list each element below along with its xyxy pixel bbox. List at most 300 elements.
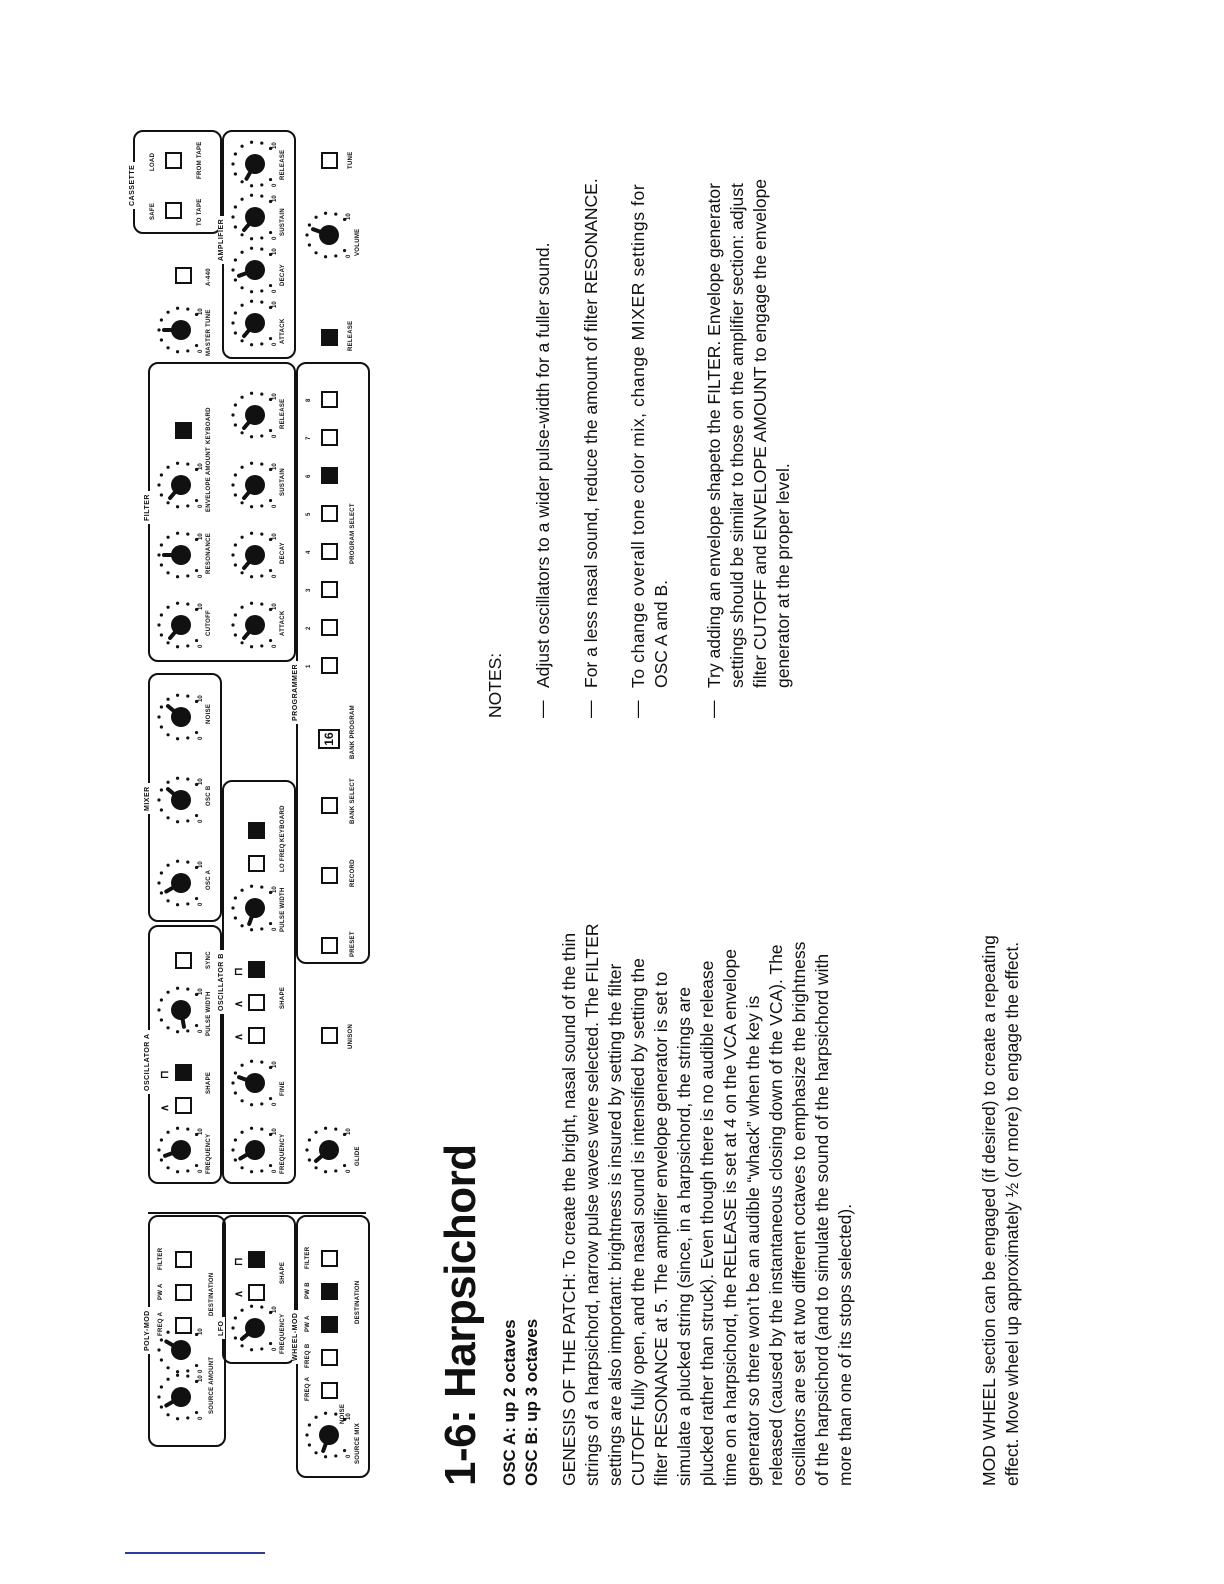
note-line: Try adding an envelope shapeto the FILTER. Envelope generator — [704, 183, 724, 688]
knob-tick — [314, 1166, 317, 1169]
knob-tick — [166, 606, 169, 609]
knob-tick — [260, 247, 263, 250]
lfo-shape-label: SHAPE — [280, 1261, 286, 1284]
note-line: generator at the proper level. — [773, 463, 793, 688]
osc-b-keyboard-switch[interactable] — [248, 822, 265, 839]
knob-min-label: 0 — [272, 644, 278, 648]
knob-tick — [160, 871, 163, 874]
knob-tick — [166, 466, 169, 469]
knob-tick — [157, 553, 160, 556]
osc-b-pulse-icon: ⊓ — [233, 967, 245, 976]
knob-tick — [186, 602, 189, 605]
knob-tick — [234, 563, 237, 566]
osc-a-pulse-switch[interactable] — [175, 1064, 192, 1081]
knob-tick — [269, 639, 272, 642]
knob-tick — [234, 278, 237, 281]
wheel-filter-switch[interactable] — [321, 1250, 338, 1267]
knob-tick — [157, 1148, 160, 1151]
knob-max-label: 10 — [198, 463, 204, 470]
knob-tick — [260, 462, 263, 465]
knob-tick — [324, 1412, 327, 1415]
knob-tick — [250, 1127, 253, 1130]
knob-tick — [234, 1316, 237, 1319]
genesis-paragraph — [558, 852, 857, 1486]
genesis-line: settings are also important: brightness is insured by setting the filter — [605, 963, 625, 1486]
knob-tick — [234, 331, 237, 334]
knob-tick — [195, 1024, 198, 1027]
knob-tick — [260, 392, 263, 395]
cassette-title: CASSETTE — [129, 162, 136, 209]
poly-mod-freq-a-switch[interactable] — [175, 1317, 192, 1334]
knob-tick — [231, 1326, 234, 1329]
wheel-freq-b-label: FREQ B — [305, 1343, 311, 1368]
knob-tick — [240, 233, 243, 236]
osc-a-saw-switch[interactable] — [175, 1097, 192, 1114]
knob-max-label: 10 — [198, 1128, 204, 1135]
mod-wheel-line: MOD WHEEL section can be engaged (if desired) to create a repeating — [979, 935, 999, 1486]
knob-tick — [176, 645, 179, 648]
preset-switch[interactable] — [321, 937, 338, 954]
source-mix-knob[interactable] — [300, 1403, 363, 1464]
knob-tick — [231, 413, 234, 416]
lfo-triangle-icon: ∧ — [233, 1289, 245, 1298]
bank-program-label: BANK PROGRAM — [350, 705, 356, 759]
program-number-label: 4 — [306, 550, 312, 554]
knob-tick — [250, 1060, 253, 1063]
knob-tick — [240, 251, 243, 254]
program-number-label: 1 — [306, 664, 312, 668]
program-select-label: PROGRAM SELECT — [350, 503, 356, 564]
knob-tick — [157, 715, 160, 718]
genesis-line: simulate a plucked string (since, in a harpsichord, the strings are — [674, 987, 694, 1486]
program-select-switch-1[interactable] — [321, 657, 338, 674]
knob-tick — [160, 1158, 163, 1161]
knob-tick — [308, 223, 311, 226]
knob-tick — [195, 814, 198, 817]
knob-max-label: 10 — [272, 533, 278, 540]
poly-mod-freq-a-label: FREQ A — [158, 1311, 164, 1336]
knob-tick — [176, 505, 179, 508]
genesis-line: CUTOFF fully open, and the nasal sound is intensified by setting the — [628, 958, 648, 1486]
from-tape-switch[interactable] — [165, 152, 182, 169]
knob-tick — [160, 891, 163, 894]
knob-tick — [308, 1443, 311, 1446]
knob-tick — [160, 1018, 163, 1021]
knob-tick — [157, 1395, 160, 1398]
program-select-switch-3[interactable] — [321, 581, 338, 598]
knob-tick — [260, 342, 263, 345]
knob-tick — [160, 318, 163, 321]
program-select-switch-2[interactable] — [321, 619, 338, 636]
knob-tick — [240, 606, 243, 609]
knob-min-label: 0 — [272, 1169, 278, 1173]
knob-max-label: 10 — [272, 1128, 278, 1135]
knob-max-label: 10 — [198, 603, 204, 610]
knob-tick — [343, 249, 346, 252]
volume-knob[interactable] — [300, 206, 363, 264]
knob-tick — [195, 639, 198, 642]
note-line: settings should be similar to those on the amplifier section: adjust — [727, 183, 747, 688]
poly-mod-destination-label: DESTINATION — [209, 1272, 215, 1316]
knob-tick — [166, 899, 169, 902]
genesis-line: strings of a harpsichord, narrow pulse waves were selected. The FILTER — [582, 923, 602, 1486]
mixer-noise-label: NOISE — [206, 703, 212, 724]
knob-min-label: 0 — [272, 574, 278, 578]
knob-tick — [176, 532, 179, 535]
glide-knob[interactable] — [300, 1121, 363, 1179]
osc-a-setting: OSC A: up 2 octaves — [500, 1319, 519, 1486]
knob-tick — [250, 1103, 253, 1106]
knob-max-label: 10 — [198, 1328, 204, 1335]
knob-tick — [234, 543, 237, 546]
knob-tick — [186, 574, 189, 577]
program-select-switch-4[interactable] — [321, 543, 338, 560]
knob-tick — [240, 889, 243, 892]
filter-keyboard-label: KEYBOARD — [206, 407, 212, 444]
knob-min-label: 0 — [272, 342, 278, 346]
from-tape-label: FROM TAPE — [197, 141, 203, 179]
poly-mod-pw-a-label: PW A — [158, 1283, 164, 1300]
lfo-noise-label: NOISE — [340, 1403, 346, 1424]
knob-tick — [334, 1127, 337, 1130]
osc-b-frequency-label: FREQUENCY — [280, 1133, 286, 1174]
knob-tick — [176, 860, 179, 863]
knob-tick — [324, 1170, 327, 1173]
filter-cutoff-label: CUTOFF — [206, 609, 212, 636]
knob-tick — [260, 574, 263, 577]
knob-tick — [166, 536, 169, 539]
mixer-osc-a-label: OSC A — [206, 869, 212, 890]
genesis-line: filter RESONANCE at 5. The amplifier envelope generator is set to — [651, 971, 671, 1486]
record-switch[interactable] — [321, 867, 338, 884]
knob-max-label: 10 — [198, 308, 204, 315]
knob-tick — [160, 1405, 163, 1408]
knob-tick — [176, 1417, 179, 1420]
osc-b-lo-freq-label: LO FREQ — [280, 843, 286, 872]
knob-max-label: 10 — [272, 1061, 278, 1068]
knob-tick — [176, 1030, 179, 1033]
osc-a-shape-label: SHAPE — [206, 1071, 212, 1094]
knob-tick — [166, 698, 169, 701]
knob-tick — [186, 462, 189, 465]
note-dash: — — [703, 700, 723, 718]
filter-envelope-amount-label: ENVELOPE AMOUNT — [206, 447, 212, 512]
knob-tick — [176, 694, 179, 697]
osc-b-setting: OSC B: up 3 octaves — [522, 1318, 541, 1486]
knob-tick — [186, 1169, 189, 1172]
knob-min-label: 0 — [198, 1169, 204, 1173]
panel-divider — [148, 1212, 366, 1214]
knob-max-label: 10 — [272, 393, 278, 400]
knob-tick — [160, 998, 163, 1001]
knob-tick — [186, 736, 189, 739]
knob-tick — [234, 1138, 237, 1141]
knob-tick — [176, 777, 179, 780]
knob-min-label: 0 — [272, 434, 278, 438]
knob-tick — [176, 350, 179, 353]
osc-b-triangle-switch[interactable] — [248, 994, 265, 1011]
knob-tick — [314, 1451, 317, 1454]
knob-tick — [260, 194, 263, 197]
knob-tick — [250, 247, 253, 250]
knob-tick — [234, 225, 237, 228]
filter-attack-label: ATTACK — [280, 610, 286, 636]
notes-heading: NOTES: — [485, 652, 505, 718]
knob-tick — [269, 499, 272, 502]
bank-select-switch[interactable] — [321, 797, 338, 814]
lfo-triangle-switch[interactable] — [248, 1284, 265, 1301]
knob-tick — [176, 602, 179, 605]
wheel-pw-b-switch[interactable] — [321, 1283, 338, 1300]
knob-tick — [269, 429, 272, 432]
osc-b-lo-freq-switch[interactable] — [248, 855, 265, 872]
margin-rule — [125, 1552, 265, 1554]
knob-max-label: 10 — [198, 778, 204, 785]
knob-tick — [269, 231, 272, 234]
knob-tick — [260, 1169, 263, 1172]
knob-tick — [176, 307, 179, 310]
osc-b-saw-switch[interactable] — [248, 1027, 265, 1044]
knob-tick — [240, 1131, 243, 1134]
knob-tick — [166, 1413, 169, 1416]
wheel-filter-label: FILTER — [305, 1246, 311, 1269]
knob-tick — [250, 575, 253, 578]
program-select-switch-8[interactable] — [321, 391, 338, 408]
knob-tick — [250, 505, 253, 508]
bank-program-display: 16 — [318, 729, 340, 749]
knob-tick — [240, 1166, 243, 1169]
knob-tick — [260, 183, 263, 186]
knob-min-label: 0 — [272, 1102, 278, 1106]
knob-tick — [305, 1148, 308, 1151]
osc-a-saw-icon: ∧ — [159, 1103, 171, 1112]
knob-tick — [240, 1064, 243, 1067]
knob-max-label: 10 — [198, 695, 204, 702]
osc-b-triangle-icon: ∧ — [233, 999, 245, 1008]
knob-tick — [231, 162, 234, 165]
knob-min-label: 0 — [346, 1454, 352, 1458]
program-number-label: 5 — [306, 512, 312, 516]
knob-min-label: 0 — [346, 254, 352, 258]
knob-tick — [166, 571, 169, 574]
knob-min-label: 0 — [198, 902, 204, 906]
knob-tick — [186, 644, 189, 647]
knob-tick — [186, 532, 189, 535]
knob-tick — [269, 1097, 272, 1100]
knob-tick — [250, 300, 253, 303]
knob-tick — [240, 304, 243, 307]
knob-tick — [157, 1348, 160, 1351]
knob-tick — [234, 311, 237, 314]
knob-tick — [260, 644, 263, 647]
poly-mod-filter-switch[interactable] — [175, 1251, 192, 1268]
knob-max-label: 10 — [272, 1306, 278, 1313]
knob-tick — [166, 816, 169, 819]
knob-tick — [195, 731, 198, 734]
wheel-pw-a-label: PW A — [305, 1315, 311, 1332]
knob-tick — [186, 860, 189, 863]
osc-a-sync-switch[interactable] — [175, 952, 192, 969]
knob-max-label: 10 — [346, 213, 352, 220]
filter-resonance-label: RESONANCE — [206, 532, 212, 574]
knob-tick — [186, 694, 189, 697]
knob-tick — [240, 571, 243, 574]
unison-switch[interactable] — [321, 1027, 338, 1044]
knob-tick — [314, 1131, 317, 1134]
knob-min-label: 0 — [198, 1416, 204, 1420]
knob-tick — [260, 1102, 263, 1105]
knob-tick — [314, 216, 317, 219]
unison-label: UNISON — [348, 1023, 354, 1049]
knob-min-label: 0 — [198, 349, 204, 353]
wheel-destination-label: DESTINATION — [355, 1280, 361, 1324]
knob-max-label: 10 — [198, 861, 204, 868]
knob-tick — [160, 1338, 163, 1341]
knob-tick — [166, 501, 169, 504]
knob-tick — [186, 777, 189, 780]
wheel-freq-b-switch[interactable] — [321, 1349, 338, 1366]
amp-attack-label: ATTACK — [280, 318, 286, 344]
note-item-4 — [703, 68, 795, 688]
mod-wheel-paragraph — [978, 852, 1024, 1486]
genesis-line: GENESIS OF THE PATCH: To create the bright, nasal sound of the thin — [559, 932, 579, 1486]
filter-release-label: RELEASE — [280, 398, 286, 429]
knob-tick — [166, 1331, 169, 1334]
knob-tick — [160, 725, 163, 728]
knob-min-label: 0 — [272, 183, 278, 187]
osc-b-shape-label: SHAPE — [280, 986, 286, 1009]
knob-tick — [186, 1416, 189, 1419]
knob-tick — [250, 885, 253, 888]
program-number-label: 6 — [306, 474, 312, 478]
knob-tick — [176, 987, 179, 990]
knob-max-label: 10 — [272, 603, 278, 610]
knob-tick — [176, 1370, 179, 1373]
knob-tick — [160, 633, 163, 636]
wheel-pw-a-switch[interactable] — [321, 1316, 338, 1333]
knob-tick — [160, 543, 163, 546]
knob-tick — [250, 1170, 253, 1173]
knob-min-label: 0 — [198, 1369, 204, 1373]
knob-tick — [166, 346, 169, 349]
osc-a-pulse-icon: ⊓ — [159, 1070, 171, 1079]
knob-tick — [166, 1366, 169, 1369]
program-number-label: 3 — [306, 588, 312, 592]
poly-mod-pw-a-switch[interactable] — [175, 1284, 192, 1301]
knob-tick — [157, 483, 160, 486]
knob-min-label: 0 — [272, 927, 278, 931]
program-select-switch-5[interactable] — [321, 505, 338, 522]
knob-min-label: 0 — [272, 504, 278, 508]
knob-tick — [240, 466, 243, 469]
oscillator-a-title: OSCILLATOR A — [144, 1030, 151, 1094]
amp-decay-label: DECAY — [280, 264, 286, 286]
amp-release-label: RELEASE — [280, 149, 286, 180]
genesis-line: time on a harpsichord, the RELEASE is set at 4 on the VCA envelope — [720, 949, 740, 1486]
knob-min-label: 0 — [198, 644, 204, 648]
knob-tick — [176, 575, 179, 578]
knob-tick — [186, 504, 189, 507]
knob-tick — [240, 431, 243, 434]
program-select-switch-7[interactable] — [321, 429, 338, 446]
knob-tick — [250, 645, 253, 648]
knob-tick — [269, 1342, 272, 1345]
knob-tick — [195, 344, 198, 347]
knob-tick — [234, 493, 237, 496]
lfo-square-switch[interactable] — [248, 1251, 265, 1268]
osc-b-pulse-switch[interactable] — [248, 961, 265, 978]
knob-tick — [324, 1127, 327, 1130]
genesis-line: more than one of its stops selected). — [835, 1203, 855, 1486]
knob-tick — [166, 1166, 169, 1169]
knob-tick — [166, 781, 169, 784]
to-tape-switch[interactable] — [165, 202, 182, 219]
knob-tick — [334, 1412, 337, 1415]
knob-tick — [166, 864, 169, 867]
note-item-3 — [627, 68, 673, 688]
knob-tick — [240, 1099, 243, 1102]
knob-tick — [234, 896, 237, 899]
knob-tick — [231, 623, 234, 626]
knob-min-label: 0 — [198, 574, 204, 578]
knob-tick — [260, 602, 263, 605]
knob-tick — [269, 178, 272, 181]
knob-tick — [250, 141, 253, 144]
knob-tick — [250, 237, 253, 240]
knob-tick — [250, 184, 253, 187]
knob-tick — [195, 499, 198, 502]
release-switch[interactable] — [321, 329, 338, 346]
knob-min-label: 0 — [198, 819, 204, 823]
filter-keyboard-switch[interactable] — [175, 422, 192, 439]
knob-tick — [250, 435, 253, 438]
knob-min-label: 0 — [272, 236, 278, 240]
knob-tick — [240, 641, 243, 644]
knob-tick — [324, 255, 327, 258]
knob-max-label: 10 — [272, 248, 278, 255]
knob-max-label: 10 — [198, 1375, 204, 1382]
knob-tick — [240, 501, 243, 504]
tune-switch[interactable] — [321, 152, 338, 169]
knob-tick — [234, 473, 237, 476]
knob-tick — [250, 462, 253, 465]
knob-max-label: 10 — [272, 301, 278, 308]
osc-b-fine-label: FINE — [280, 1081, 286, 1096]
wheel-pw-b-label: PW B — [305, 1282, 311, 1299]
filter-sustain-label: SUSTAIN — [280, 468, 286, 496]
wheel-freq-a-switch[interactable] — [321, 1382, 338, 1399]
note-dash: — — [532, 700, 552, 718]
knob-tick — [260, 1127, 263, 1130]
knob-tick — [334, 1454, 337, 1457]
load-label: LOAD — [150, 152, 156, 171]
knob-max-label: 10 — [272, 195, 278, 202]
knob-min-label: 0 — [346, 1169, 352, 1173]
program-number-label: 8 — [306, 398, 312, 402]
knob-tick — [166, 1131, 169, 1134]
knob-tick — [305, 233, 308, 236]
knob-tick — [308, 243, 311, 246]
a-440-switch[interactable] — [175, 267, 192, 284]
knob-tick — [166, 1026, 169, 1029]
program-select-switch-6[interactable] — [321, 467, 338, 484]
knob-tick — [231, 906, 234, 909]
knob-tick — [343, 1449, 346, 1452]
knob-tick — [234, 1336, 237, 1339]
glide-label: GLIDE — [355, 1146, 361, 1166]
knob-tick — [334, 1169, 337, 1172]
knob-tick — [160, 808, 163, 811]
